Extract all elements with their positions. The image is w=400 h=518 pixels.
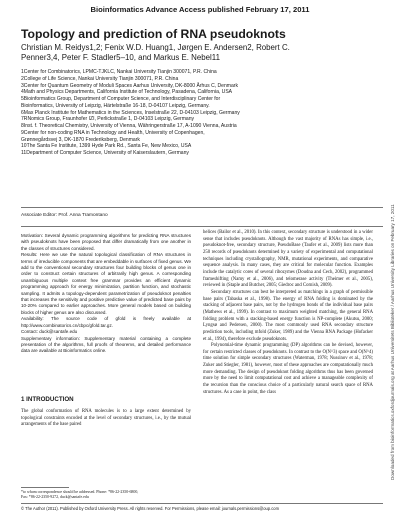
abstract — [21, 233, 191, 355]
intro-paragraph: The global conformation of RNA molecules is to a large extent determined by topological constraints encoded at the level of secondary structures, i.e., by the mutual arrangements of the base paired — [21, 409, 191, 428]
affiliation: Bioinformatics, University of Leipzig, Härtelstraße 16-18, D-04107 Leipzig, Germany. — [21, 102, 210, 109]
affiliation: 10The Santa Fe Institute, 1399 Hyde Park Rd., Santa Fe, New Mexico, USA — [21, 143, 192, 150]
footer-divider — [21, 503, 383, 504]
body-paragraph: Secondary structures can best be interpreted as matchings in a graph of permissible base pairs (Tabaska et al., 1998). The energy of RNA folding is dominated by the stacking of adjacent base pairs, not by the hydrogen bonds of the individual base pairs (Mathews et al., 1999). In contrast to maximum weighted matching, the general RNA folding problem with a stacking-based energy function is NP-complete (Akutsu, 2000; Lyngsø and Pedersen, 2000). The most commonly used RNA secondary structure prediction tools, including mfold (Zuker, 1989) and the Vienna RNA Package (Hofacker et al., 1994), therefore exclude pseudoknots. — [203, 289, 373, 342]
body-paragraph: helices (Bailor et al., 2010). In this context, secondary structure is understood in a wider sense that includes pseudoknots. Although the vast majority of RNAs has simple, i.e., pseudoknot-free, secondary structure, PseudoBase (Taufer et al., 2009) lists more than 250 records of pseudoknots determined by a variety of experimental and computational techniques including crystallography, NMR, mutational experiments, and comparative sequence analysis. In many cases, they are critical for molecular function. Examples include the catalytic cores of several ribozymes (Doudna and Cech, 2002), programmed frameshifting (Namy et al., 2006), and telomerase activity (Theimer et al., 2005), reviewed in (Staple and Butcher, 2005; Giedroc and Cornish, 2009). — [203, 230, 373, 289]
abstract-motivation: Motivation: Several dynamic programming algorithms for predicting RNA structures with pseudoknots have been proposed that differ dramatically from one another in the classes of structures considered. — [21, 233, 191, 251]
journal-header: Bioinformatics Advance Access published February 17, 2011 — [90, 5, 310, 14]
author-line: Christian M. Reidys1,2; Fenix W.D. Huang1, Jørgen E. Andersen2, Robert C. — [21, 43, 290, 52]
affiliation: 4Math and Physics Departments, California Institute of Technology, Pasadena, California, USA — [21, 89, 233, 96]
associate-editor: Associate Editor: Prof. Anna Tramontano — [21, 213, 108, 218]
paper-title: Topology and prediction of RNA pseudoknots — [21, 27, 286, 41]
footnote — [21, 490, 191, 501]
footnote-line: Fax: *86-22-2350-9272, duck@santafe.edu — [21, 495, 89, 500]
footnote-rule — [21, 487, 69, 488]
affiliation: 1Center for Combinatorics, LPMC-TJKLC, Nankai University Tianjin 300071, P.R. China — [21, 69, 217, 75]
affiliation: 2College of Life Science, Nankai University Tianjin 300071, P.R. China — [21, 75, 179, 82]
affiliation-list — [21, 69, 361, 157]
author-list — [21, 43, 361, 62]
affiliation: 3Center for Quantum Geometry of Moduli Spaces Aarhus University, DK-8000 Århus C, Denmark — [21, 82, 239, 89]
affiliation: 7RNomics Group, Fraunhofer IZI, Perlickstraße 1, D-04103 Leipzig, Germany — [21, 116, 195, 123]
affiliation: 5Bioinformatics Group, Department of Computer Science, and Interdisciplinary Center for — [21, 96, 221, 102]
body-paragraph: Polynomial-time dynamic programming (DP) algorithms can be devised, however, for certain restricted classes of pseudoknots. In contrast to the O(N^3) space and O(N^4) time solution for simple secondary structures (Waterman, 1978; Nussinov et al., 1978; Zuker and Stiegler, 1981), however, most of these approaches are computationally much more demanding. The design of pseudoknot folding algorithms thus has been governed more by the need to limit computational cost and achieve a manageable complexity of the recursion than the conscious choice of a particularly natural search space of RNA structures. As a case in point, the class — [203, 343, 373, 395]
footnote-line: *to whom correspondence should be addressed. Phone: *86-22-2350-6800, — [21, 490, 139, 494]
header-divider — [21, 207, 383, 208]
copyright-notice: © The Author (2011). Published by Oxford University Press. All rights reserved. For Permissions, please email: journals.permissions@oup.com — [21, 506, 279, 511]
abstract-availability: Availability: The source code of gfold is freely available at http://www.combinatorics.cn/cbpc/gfold.tar.gz. — [21, 316, 191, 328]
intro-text — [21, 409, 191, 429]
section-heading: 1 INTRODUCTION — [21, 396, 74, 403]
affiliation: 6Max Planck Institute for Mathematics in the Sciences, Inselstraße 22, D-04103 Leipzig, Germany — [21, 109, 240, 116]
affiliation: 9Center for non-coding RNA in Technology and Health, University of Copenhagen, — [21, 129, 205, 136]
abstract-contact: Contact: duck@santafe.edu — [21, 329, 78, 335]
abstract-results: Results: Here we use the natural topological classification of RNA structures in terms of irreducible components that are embeddable in surfaces of fixed genus. We add to the conventional secondary structures four building blocks of genus one in order to construct certain structures of arbitrarily high genus. A corresponding unambiguous multiple context free grammar provides an efficient dynamic programming approach for energy minimization, partition function, and stochastic sampling. It admits a topology-dependent parametrization of pseudoknot penalties that increases the sensitivity and positive predictive value of predicted base pairs by 10-20% compared to earlier approaches. More general models based on building blocks of higher genus are also discussed. — [21, 252, 191, 315]
download-watermark: Downloaded from bioinformatics.oxfordjournals.org at Aarhus Universitets Biblioteker / Aarhus University Libraries on February 17, 2011 — [390, 204, 395, 480]
affiliation: 8Inst. f. Theoretical Chemistry, University of Vienna, Währingerstraße 17, A-1090 Vienna, Austria — [21, 123, 237, 129]
author-line: Penner3,4, Peter F. Stadler5–10, and Markus E. Nebel11 — [21, 52, 220, 62]
affiliation: Grønnegårdsvej 3, DK-1870 Frederiksberg, Denmark — [21, 136, 140, 143]
right-column — [203, 230, 373, 396]
abstract-divider — [21, 226, 383, 227]
abstract-supplementary: Supplementary information: Supplementary material containing a complete presentation of the algorithms, full proofs of theorems, and detailed performance data are available at Bioinformatics online. — [21, 335, 191, 354]
affiliation: 11Department of Computer Science, University of Kaiserslautern, Germany — [21, 150, 189, 156]
